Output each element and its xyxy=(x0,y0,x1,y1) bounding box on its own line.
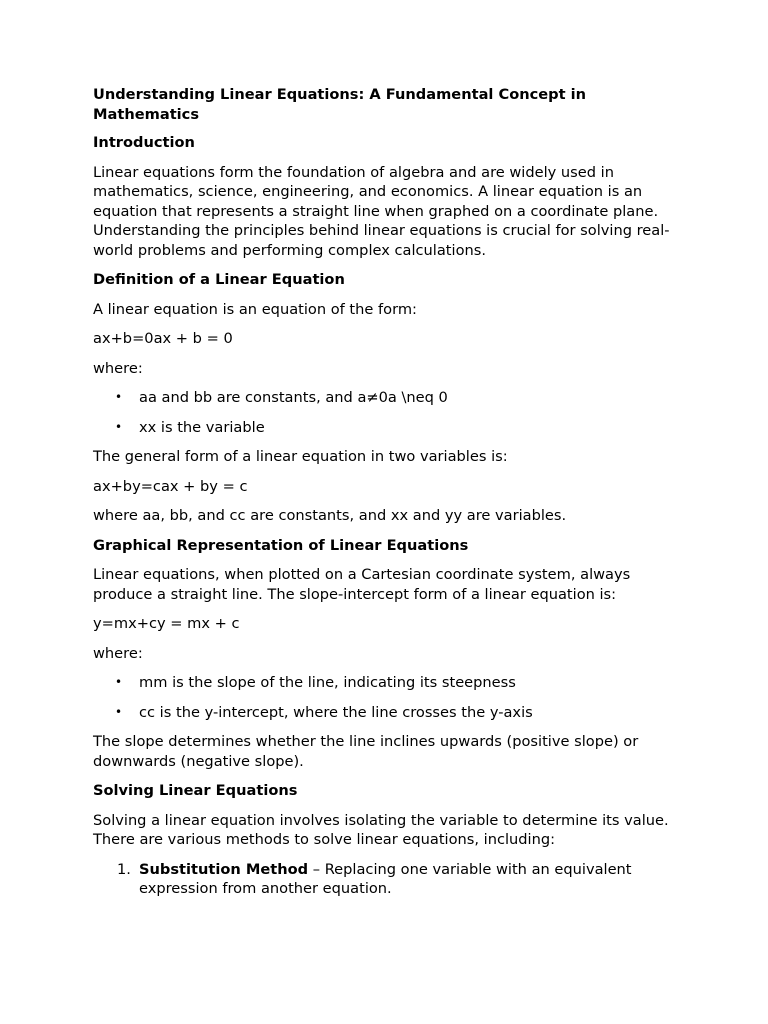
definition-paragraph: A linear equation is an equation of the form: xyxy=(93,300,417,318)
bullet-icon: • xyxy=(115,675,123,689)
document-page xyxy=(93,85,683,909)
bullet-icon: • xyxy=(115,704,123,719)
section-heading-introduction: Introduction xyxy=(93,134,195,151)
section-heading-solving: Solving Linear Equations xyxy=(93,782,298,799)
list-item xyxy=(93,418,683,438)
list-item-text: aa and bb are constants, and a≠0a \neq 0 xyxy=(139,389,448,406)
list-item xyxy=(93,673,683,693)
introduction-paragraph: Linear equations form the foundation of algebra and are widely used in mathematics, science, engineering, and economics. A linear equation is an equation that represents a straight line when graphed on a coordinate plane. Understanding the principles behind linear equations is crucial for solving real-world problems and performing complex calculations. xyxy=(93,163,670,259)
method-name: Substitution Method xyxy=(139,860,309,878)
two-variable-equation: ax+by=cax + by = c xyxy=(93,477,248,495)
list-item-text: mm is the slope of the line, indicating its steepness xyxy=(139,674,516,691)
where-label: where: xyxy=(93,359,143,377)
methods-numbered-list xyxy=(93,860,683,899)
list-item xyxy=(93,860,683,899)
where-label: where: xyxy=(93,644,143,662)
graphical-paragraph: Linear equations, when plotted on a Cartesian coordinate system, always produce a straight line. The slope-intercept form of a linear equation is: xyxy=(93,566,631,603)
method-description: – Replacing one variable with an equivalent expression from another equation. xyxy=(139,860,632,897)
definition-equation: ax+b=0ax + b = 0 xyxy=(93,330,233,347)
graph-bullet-list xyxy=(93,673,683,722)
list-item xyxy=(93,388,683,408)
definition-bullet-list xyxy=(93,388,683,437)
bullet-icon: • xyxy=(115,419,123,434)
bullet-icon: • xyxy=(115,390,123,404)
two-variable-where: where aa, bb, and cc are constants, and xx and yy are variables. xyxy=(93,507,567,524)
document-title: Understanding Linear Equations: A Fundamental Concept in Mathematics xyxy=(93,86,587,123)
list-item-text: cc is the y-intercept, where the line crosses the y-axis xyxy=(139,703,533,721)
list-item xyxy=(93,703,683,723)
slope-paragraph: The slope determines whether the line inclines upwards (positive slope) or downwards (negative slope). xyxy=(93,733,639,770)
slope-intercept-equation: y=mx+cy = mx + c xyxy=(93,615,240,632)
list-item-text: xx is the variable xyxy=(139,418,265,436)
section-heading-graphical: Graphical Representation of Linear Equations xyxy=(93,536,469,554)
section-heading-definition: Definition of a Linear Equation xyxy=(93,271,345,288)
solving-paragraph: Solving a linear equation involves isolating the variable to determine its value. There are various methods to solve linear equations, including: xyxy=(93,811,669,848)
list-number: 1. xyxy=(117,860,131,878)
two-variable-paragraph: The general form of a linear equation in two variables is: xyxy=(93,448,508,465)
